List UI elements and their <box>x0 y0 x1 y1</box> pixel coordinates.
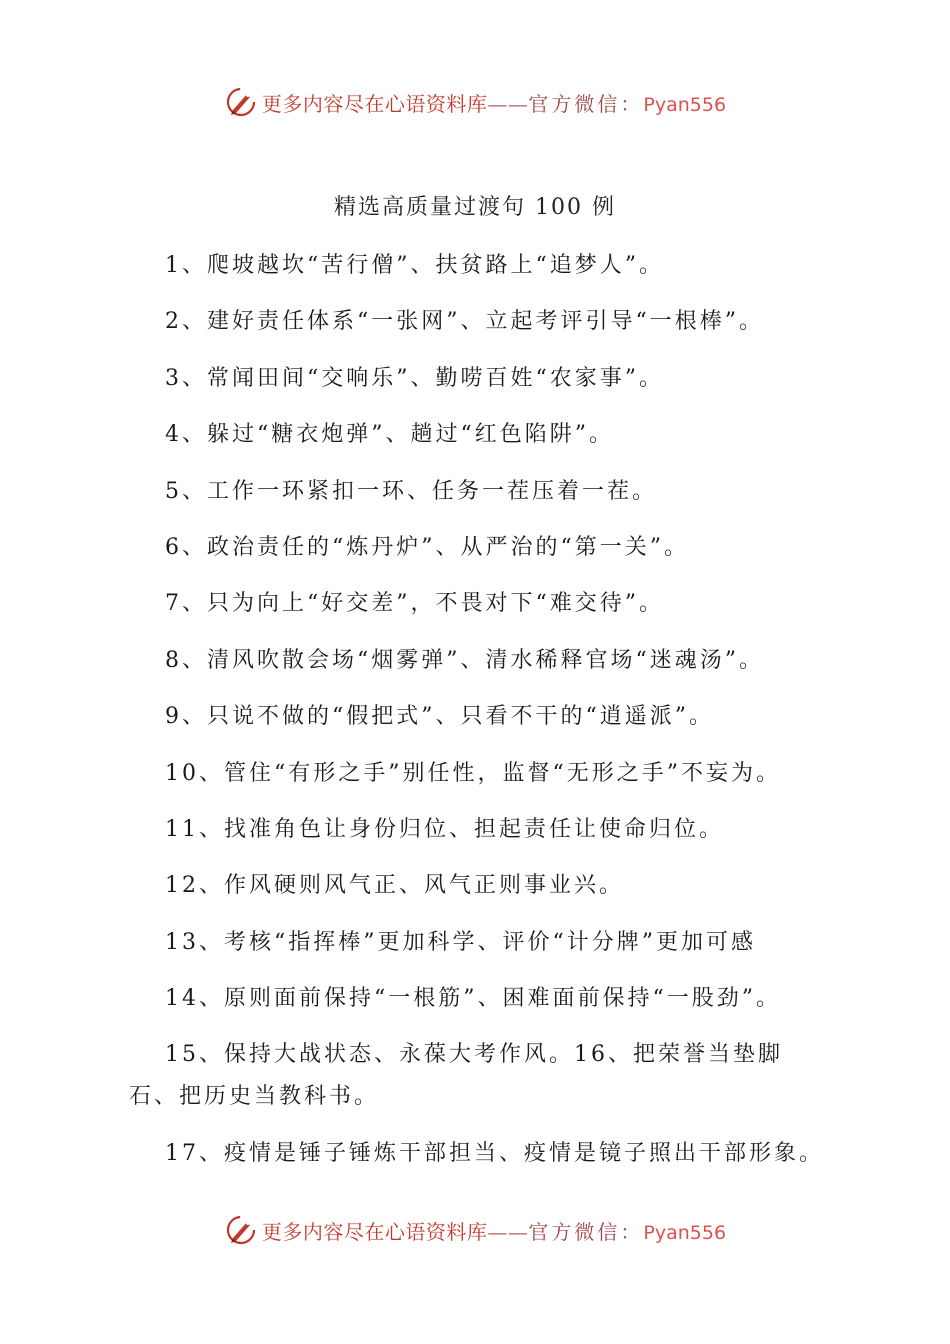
list-item: 17、疫情是锤子锤炼干部担当、疫情是镜子照出干部形象。 <box>165 1140 824 1166</box>
list-item: 15、保持大战状态、永葆大考作风。16、把荣誉当垫脚石、把历史当教科书。 <box>129 1042 783 1110</box>
document-body <box>129 245 829 1189</box>
list-item: 12、作风硬则风气正、风气正则事业兴。 <box>165 873 624 899</box>
footer-wechat-label: 官方微信： <box>528 1219 644 1244</box>
list-item: 11、找准角色让身份归位、担起责任让使命归位。 <box>165 816 724 842</box>
header-separator: —— <box>487 91 529 116</box>
list-item: 4、躲过“糖衣炮弹”、趟过“红色陷阱”。 <box>165 422 614 448</box>
list-item: 8、清风吹散会场“烟雾弹”、清水稀释官场“迷魂汤”。 <box>165 647 764 673</box>
list-item: 14、原则面前保持“一根筋”、困难面前保持“一股劲”。 <box>165 986 781 1012</box>
header-banner <box>0 82 950 122</box>
list-item: 2、建好责任体系“一张网”、立起考评引导“一根棒”。 <box>165 309 764 335</box>
header-banner-text <box>262 88 726 117</box>
header-wechat-label: 官方微信： <box>528 91 644 116</box>
footer-banner-text <box>262 1216 726 1245</box>
list-item: 5、工作一环紧扣一环、任务一茬压着一茬。 <box>165 478 657 504</box>
footer-separator: —— <box>487 1219 529 1244</box>
document-title: 精选高质量过渡句 100 例 <box>334 195 616 220</box>
list-item: 3、常闻田间“交响乐”、勤唠百姓“农家事”。 <box>165 365 664 391</box>
list-item: 1、爬坡越坎“苦行僧”、扶贫路上“追梦人”。 <box>165 253 664 278</box>
list-item: 6、政治责任的“炼丹炉”、从严治的“第一关”。 <box>165 534 689 560</box>
list-item: 13、考核“指挥棒”更加科学、评价“计分牌”更加可感 <box>165 929 756 955</box>
pen-logo-icon <box>224 85 258 119</box>
list-item: 9、只说不做的“假把式”、只看不干的“逍遥派”。 <box>165 704 714 730</box>
footer-brand: 更多内容尽在心语资料库 <box>261 1219 488 1244</box>
list-item: 7、只为向上“好交差”，不畏对下“难交待”。 <box>165 591 664 617</box>
header-wechat-id: Pyan556 <box>643 93 727 116</box>
footer-banner <box>0 1210 950 1250</box>
pen-logo-icon <box>224 1213 258 1247</box>
footer-wechat-id: Pyan556 <box>643 1221 727 1244</box>
list-item: 10、管住“有形之手”别任性，监督“无形之手”不妄为。 <box>165 760 781 786</box>
header-brand: 更多内容尽在心语资料库 <box>261 91 488 116</box>
